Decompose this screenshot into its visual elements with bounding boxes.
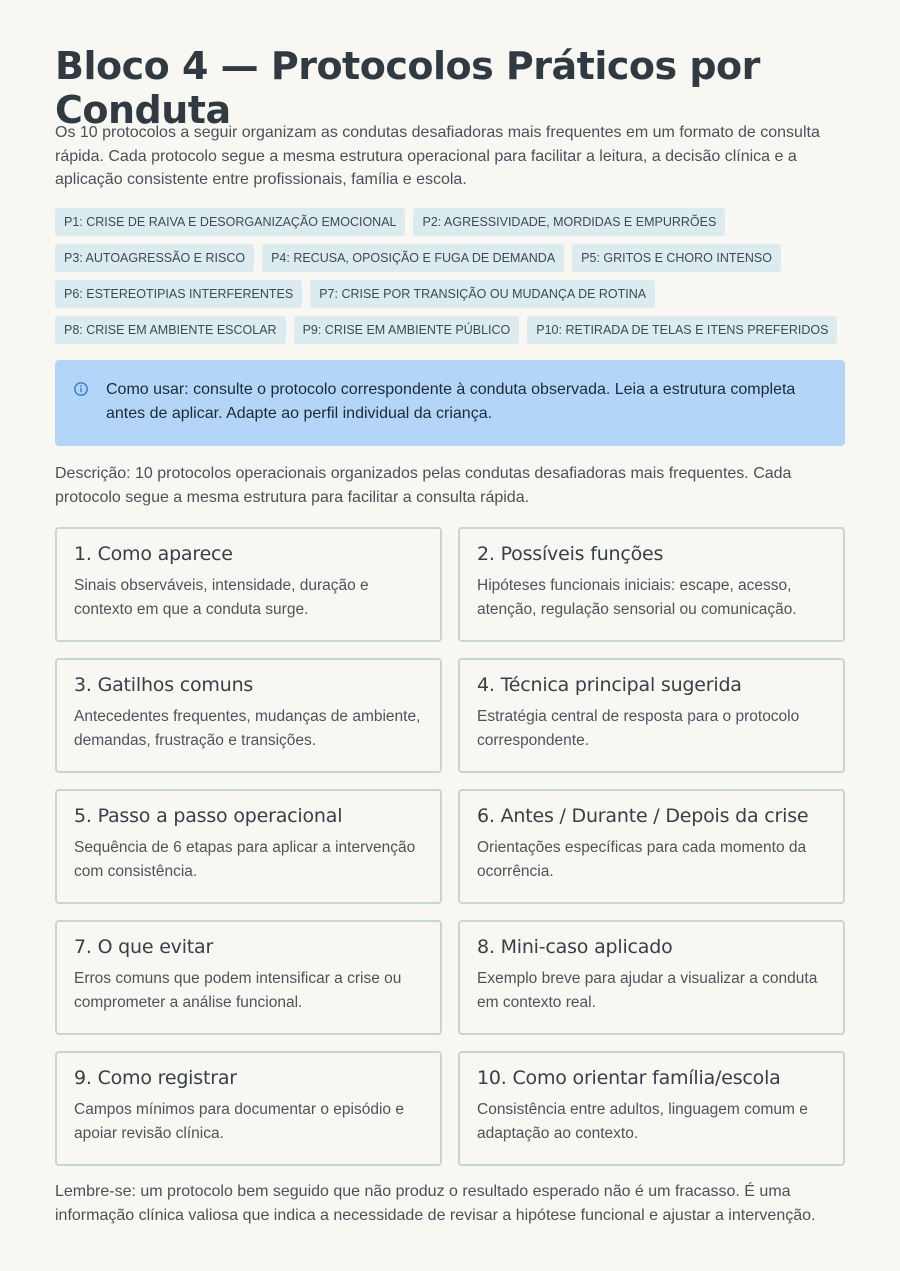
structure-card	[55, 920, 442, 1035]
card-title: 2. Possíveis funções	[477, 543, 664, 565]
protocol-tag-list	[55, 208, 855, 344]
usage-callout	[55, 360, 845, 446]
protocol-tag: P1: CRISE DE RAIVA E DESORGANIZAÇÃO EMOCIONAL	[55, 208, 405, 236]
card-body: Estratégia central de resposta para o protocolo correspondente.	[477, 708, 800, 749]
card-body: Exemplo breve para ajudar a visualizar a conduta em contexto real.	[477, 970, 818, 1011]
protocol-tag: P2: AGRESSIVIDADE, MORDIDAS E EMPURRÕES	[413, 208, 725, 236]
card-title: 10. Como orientar família/escola	[477, 1067, 781, 1089]
protocol-tag: P5: GRITOS E CHORO INTENSO	[572, 244, 781, 272]
structure-card	[458, 658, 845, 773]
callout-text: Como usar: consulte o protocolo correspondente à conduta observada. Leia a estrutura completa antes de aplicar. Adapte ao perfil individual da criança.	[106, 381, 796, 422]
page-title: Bloco 4 — Protocolos Práticos por Conduta	[55, 44, 760, 132]
card-title: 1. Como aparece	[74, 543, 233, 565]
card-body: Consistência entre adultos, linguagem comum e adaptação ao contexto.	[477, 1101, 808, 1142]
protocol-tag: P7: CRISE POR TRANSIÇÃO OU MUDANÇA DE ROTINA	[310, 280, 655, 308]
description-paragraph: Descrição: 10 protocolos operacionais organizados pelas condutas desafiadoras mais frequentes. Cada protocolo segue a mesma estrutura para facilitar a consulta rápida.	[55, 465, 792, 506]
protocol-tag: P3: AUTOAGRESSÃO E RISCO	[55, 244, 254, 272]
card-body: Sinais observáveis, intensidade, duração e contexto em que a conduta surge.	[74, 577, 369, 618]
card-body: Campos mínimos para documentar o episódio e apoiar revisão clínica.	[74, 1101, 404, 1142]
card-title: 4. Técnica principal sugerida	[477, 674, 742, 696]
card-title: 7. O que evitar	[74, 936, 214, 958]
card-title: 9. Como registrar	[74, 1067, 237, 1089]
intro-paragraph: Os 10 protocolos a seguir organizam as condutas desafiadoras mais frequentes em um formato de consulta rápida. Cada protocolo segue a mesma estrutura operacional para facilitar a leitura, a decisão clínica e a aplicação consistente entre profissionais, família e escola.	[55, 124, 820, 188]
structure-card	[458, 1051, 845, 1166]
structure-card	[55, 658, 442, 773]
card-title: 3. Gatilhos comuns	[74, 674, 254, 696]
card-title: 6. Antes / Durante / Depois da crise	[477, 805, 809, 827]
structure-card	[458, 920, 845, 1035]
card-body: Hipóteses funcionais iniciais: escape, acesso, atenção, regulação sensorial ou comunicação.	[477, 577, 797, 618]
card-body: Orientações específicas para cada momento da ocorrência.	[477, 839, 807, 880]
structure-card	[55, 789, 442, 904]
info-icon	[74, 382, 88, 396]
protocol-tag: P8: CRISE EM AMBIENTE ESCOLAR	[55, 316, 286, 344]
card-body: Sequência de 6 etapas para aplicar a intervenção com consistência.	[74, 839, 416, 880]
card-body: Erros comuns que podem intensificar a crise ou comprometer a análise funcional.	[74, 970, 402, 1011]
card-title: 8. Mini-caso aplicado	[477, 936, 673, 958]
protocol-tag: P9: CRISE EM AMBIENTE PÚBLICO	[294, 316, 520, 344]
structure-card	[55, 1051, 442, 1166]
footer-note: Lembre-se: um protocolo bem seguido que não produz o resultado esperado não é um fracasso. É uma informação clínica valiosa que indica a necessidade de revisar a hipótese funcional e ajustar a intervenção.	[55, 1183, 816, 1224]
structure-card	[55, 527, 442, 642]
structure-card-grid	[55, 527, 845, 1166]
structure-card	[458, 527, 845, 642]
card-title: 5. Passo a passo operacional	[74, 805, 343, 827]
protocol-tag: P4: RECUSA, OPOSIÇÃO E FUGA DE DEMANDA	[262, 244, 564, 272]
protocol-tag: P6: ESTEREOTIPIAS INTERFERENTES	[55, 280, 302, 308]
card-body: Antecedentes frequentes, mudanças de ambiente, demandas, frustração e transições.	[74, 708, 421, 749]
structure-card	[458, 789, 845, 904]
protocol-tag: P10: RETIRADA DE TELAS E ITENS PREFERIDOS	[527, 316, 837, 344]
